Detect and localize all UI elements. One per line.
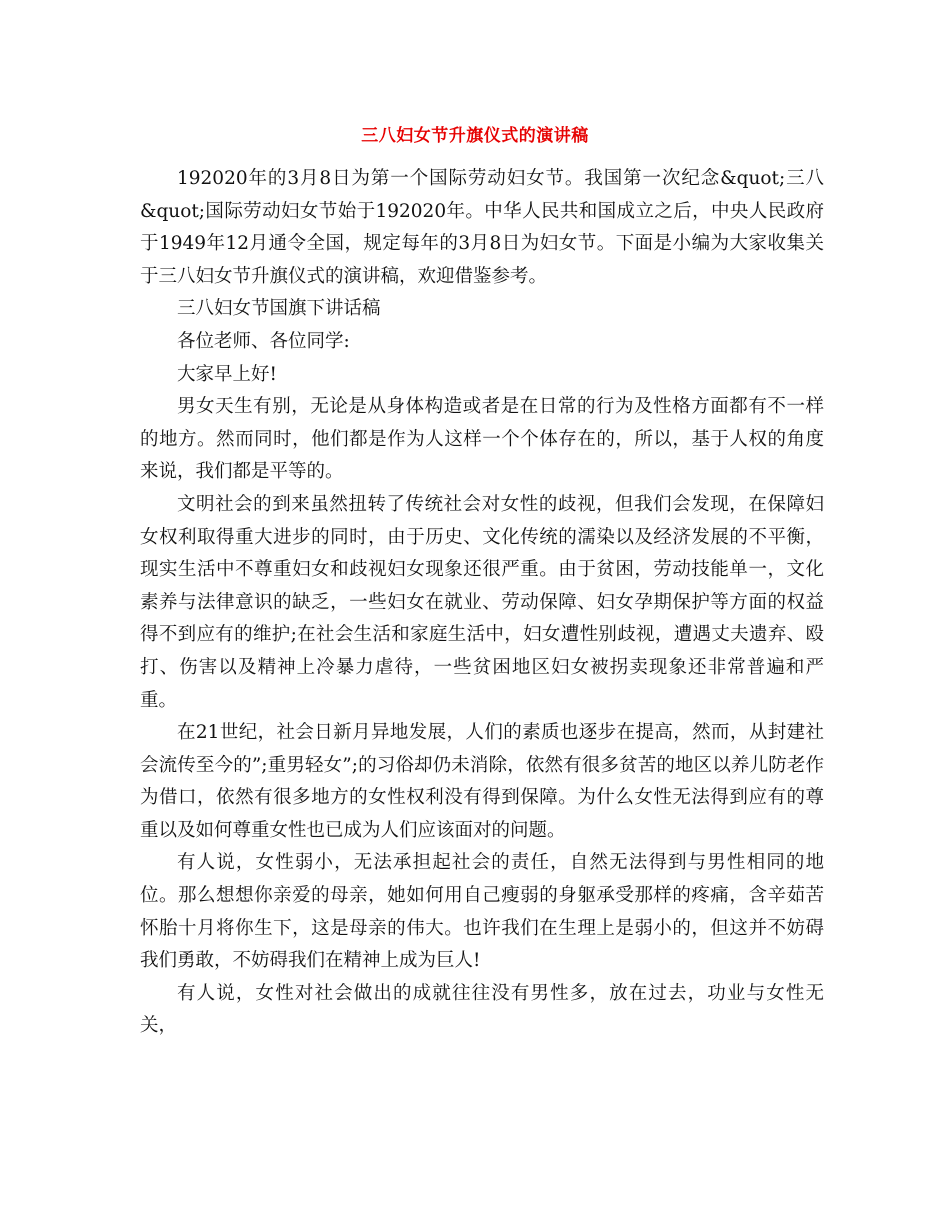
paragraph-body: 文明社会的到来虽然扭转了传统社会对女性的歧视，但我们会发现，在保障妇女权利取得重大进步的同时，由于历史、文化传统的濡染以及经济发展的不平衡，现实生活中不尊重妇女和歧视妇女现象还很严重。由于贫困，劳动技能单一，文化素养与法律意识的缺乏，一些妇女在就业、劳动保障、妇女孕期保护等方面的权益得不到应有的维护;在社会生活和家庭生活中，妇女遭性别歧视，遭遇丈夫遗弃、殴打、伤害以及精神上冷暴力虐待，一些贫困地区妇女被拐卖现象还非常普遍和严重。 <box>140 493 824 711</box>
paragraph-intro: 192020年的3月8日为第一个国际劳动妇女节。我国第一次纪念&quot;三八&quot;国际劳动妇女节始于192020年。中华人民共和国成立之后，中央人民政府于1949年12月通令全国，规定每年的3月8日为妇女节。下面是小编为大家收集关于三八妇女节升旗仪式的演讲稿，欢迎借鉴参考。 <box>140 168 824 287</box>
paragraph-body: 有人说，女性对社会做出的成就往往没有男性多，放在过去，功业与女性无关， <box>140 982 824 1037</box>
paragraph-salutation: 各位老师、各位同学: <box>177 330 350 352</box>
paragraph-body: 有人说，女性弱小，无法承担起社会的责任，自然无法得到与男性相同的地位。那么想想你亲爱的母亲，她如何用自己瘦弱的身躯承受那样的疼痛，含辛茹苦怀胎十月将你生下，这是母亲的伟大。也许我们在生理上是弱小的，但这并不妨碍我们勇敢，不妨碍我们在精神上成为巨人! <box>140 852 824 972</box>
paragraph-speech-heading: 三八妇女节国旗下讲话稿 <box>177 298 381 320</box>
paragraph-greeting: 大家早上好! <box>177 363 277 385</box>
document-title: 三八妇女节升旗仪式的演讲稿 <box>361 126 589 146</box>
paragraph-body: 男女天生有别，无论是从身体构造或者是在日常的行为及性格方面都有不一样的地方。然而同时，他们都是作为人这样一个个体存在的，所以，基于人权的角度来说，我们都是平等的。 <box>140 396 824 483</box>
document-body <box>140 163 824 1043</box>
paragraph-body: 在21世纪，社会日新月异地发展，人们的素质也逐步在提高，然而，从封建社会流传至今的”;重男轻女”;的习俗却仍未消除，依然有很多贫苦的地区以养儿防老作为借口，依然有很多地方的女性权利没有得到保障。为什么女性无法得到应有的尊重以及如何尊重女性也已成为人们应该面对的问题。 <box>140 722 824 841</box>
